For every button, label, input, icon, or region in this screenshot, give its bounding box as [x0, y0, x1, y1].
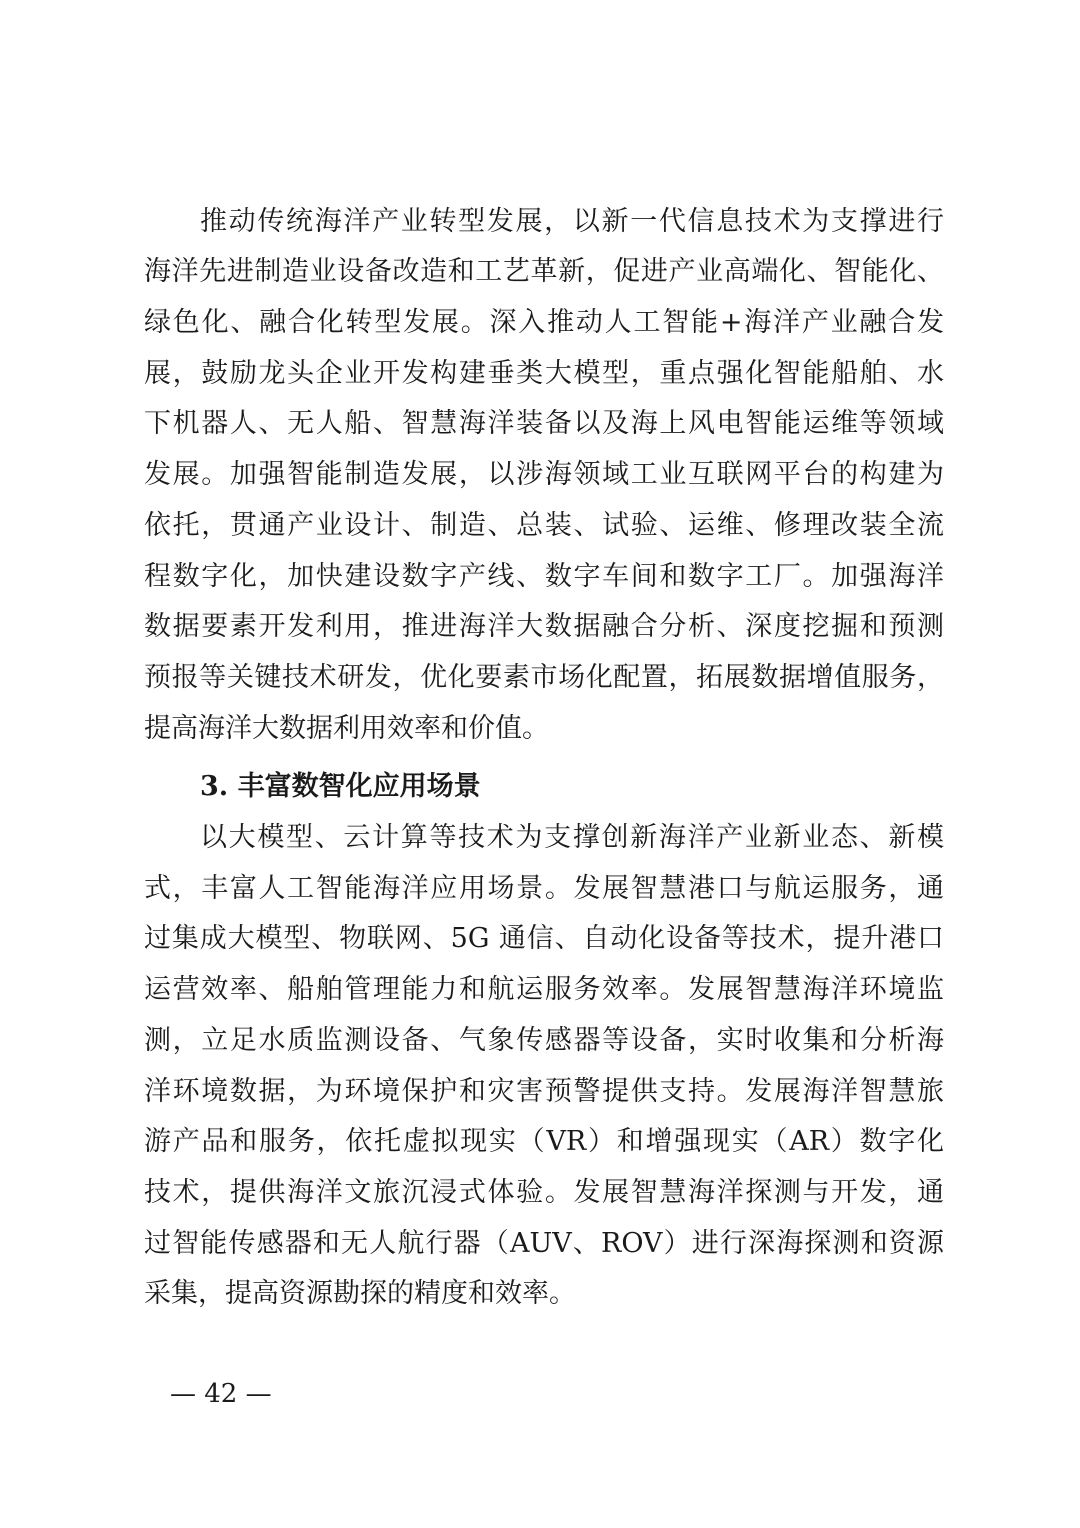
paragraph-1-line-10: 预报等关键技术研发，优化要素市场化配置，拓展数据增值服务， — [144, 662, 944, 693]
paragraph-2-line-2: 式，丰富人工智能海洋应用场景。发展智慧港口与航运服务，通 — [144, 873, 944, 904]
paragraph-1-line-11: 提高海洋大数据利用效率和价值。 — [144, 713, 549, 744]
paragraph-2-line-4: 运营效率、船舶管理能力和航运服务效率。发展智慧海洋环境监 — [144, 974, 944, 1005]
paragraph-1-line-3: 绿色化、融合化转型发展。深入推动人工智能+海洋产业融合发 — [144, 307, 944, 338]
paragraph-2-line-3: 过集成大模型、物联网、5G 通信、自动化设备等技术，提升港口 — [144, 923, 944, 954]
paragraph-2-line-10: 采集，提高资源勘探的精度和效率。 — [144, 1278, 576, 1309]
paragraph-2-line-8: 技术，提供海洋文旅沉浸式体验。发展智慧海洋探测与开发，通 — [144, 1177, 944, 1208]
page-number: — 42 — — [170, 1379, 272, 1409]
paragraph-1-line-6: 发展。加强智能制造发展，以涉海领域工业互联网平台的构建为 — [144, 459, 944, 490]
paragraph-2-line-9: 过智能传感器和无人航行器（AUV、ROV）进行深海探测和资源 — [144, 1228, 944, 1259]
paragraph-1-line-1: 推动传统海洋产业转型发展，以新一代信息技术为支撑进行 — [200, 206, 944, 237]
paragraph-2-line-7: 游产品和服务，依托虚拟现实（VR）和增强现实（AR）数字化 — [144, 1126, 944, 1157]
paragraph-1-line-4: 展，鼓励龙头企业开发构建垂类大模型，重点强化智能船舶、水 — [144, 358, 944, 389]
paragraph-2-line-6: 洋环境数据，为环境保护和灾害预警提供支持。发展海洋智慧旅 — [144, 1076, 944, 1107]
paragraph-1-line-9: 数据要素开发利用，推进海洋大数据融合分析、深度挖掘和预测 — [144, 611, 944, 642]
paragraph-1-line-2: 海洋先进制造业设备改造和工艺革新，促进产业高端化、智能化、 — [144, 256, 944, 287]
paragraph-2-line-5: 测，立足水质监测设备、气象传感器等设备，实时收集和分析海 — [144, 1025, 944, 1056]
section-heading: 3. 丰富数智化应用场景 — [200, 771, 481, 802]
paragraph-1-line-7: 依托，贯通产业设计、制造、总装、试验、运维、修理改装全流 — [144, 510, 944, 541]
paragraph-2-line-1: 以大模型、云计算等技术为支撑创新海洋产业新业态、新模 — [200, 822, 944, 853]
paragraph-1-line-5: 下机器人、无人船、智慧海洋装备以及海上风电智能运维等领域 — [144, 408, 944, 439]
paragraph-1-line-8: 程数字化，加快建设数字产线、数字车间和数字工厂。加强海洋 — [144, 561, 944, 592]
